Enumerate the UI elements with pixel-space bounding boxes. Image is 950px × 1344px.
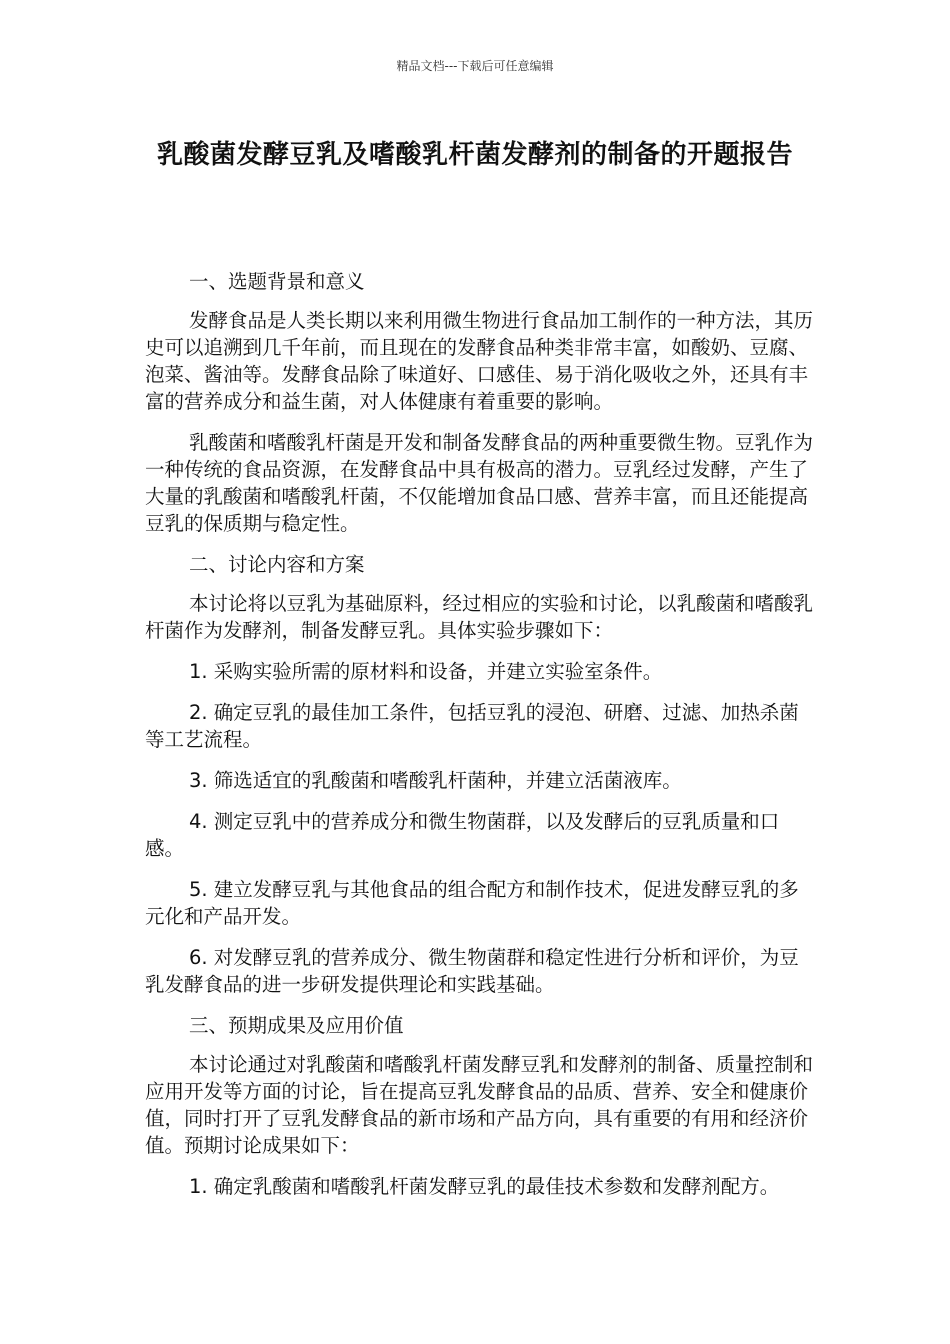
paragraph: 发酵食品是人类长期以来利用微生物进行食品加工制作的一种方法，其历史可以追溯到几千年前，而且现在的发酵食品种类非常丰富，如酸奶、豆腐、泡菜、酱油等。发酵食品除了味道好、口感佳、易于消化吸收之外，还具有丰富的营养成分和益生菌，对人体健康有着重要的影响。: [145, 309, 814, 413]
list-item: 5. 建立发酵豆乳与其他食品的组合配方和制作技术，促进发酵豆乳的多元化和产品开发。: [145, 878, 799, 928]
document-title: 乳酸菌发酵豆乳及嗜酸乳杆菌发酵剂的制备的开题报告: [156, 140, 793, 170]
list-item: 1. 采购实验所需的原材料和设备，并建立实验室条件。: [189, 660, 663, 683]
document-body: [145, 268, 813, 1214]
page-header: 精品文档---下载后可任意编辑: [396, 59, 554, 73]
section-heading-2: 二、讨论内容和方案: [189, 553, 365, 576]
paragraph: 本讨论通过对乳酸菌和嗜酸乳杆菌发酵豆乳和发酵剂的制备、质量控制和应用开发等方面的讨论，旨在提高豆乳发酵食品的品质、营养、安全和健康价值，同时打开了豆乳发酵食品的新市场和产品方向，具有重要的有用和经济价值。预期讨论成果如下：: [145, 1053, 814, 1157]
section-heading-3: 三、预期成果及应用价值: [189, 1014, 404, 1037]
list-item: 1. 确定乳酸菌和嗜酸乳杆菌发酵豆乳的最佳技术参数和发酵剂配方。: [189, 1175, 780, 1198]
paragraph: 本讨论将以豆乳为基础原料，经过相应的实验和讨论，以乳酸菌和嗜酸乳杆菌作为发酵剂，制备发酵豆乳。具体实验步骤如下：: [145, 592, 814, 642]
section-heading-1: 一、选题背景和意义: [189, 270, 365, 293]
list-item: 3. 筛选适宜的乳酸菌和嗜酸乳杆菌种，并建立活菌液库。: [189, 769, 682, 792]
list-item: 2. 确定豆乳的最佳加工条件，包括豆乳的浸泡、研磨、过滤、加热杀菌等工艺流程。: [145, 701, 799, 751]
paragraph: 乳酸菌和嗜酸乳杆菌是开发和制备发酵食品的两种重要微生物。豆乳作为一种传统的食品资源，在发酵食品中具有极高的潜力。豆乳经过发酵，产生了大量的乳酸菌和嗜酸乳杆菌，不仅能增加食品口感、营养丰富，而且还能提高豆乳的保质期与稳定性。: [145, 431, 814, 535]
list-item: 6. 对发酵豆乳的营养成分、微生物菌群和稳定性进行分析和评价，为豆乳发酵食品的进一步研发提供理论和实践基础。: [145, 946, 799, 996]
list-item: 4. 测定豆乳中的营养成分和微生物菌群，以及发酵后的豆乳质量和口感。: [145, 810, 780, 860]
